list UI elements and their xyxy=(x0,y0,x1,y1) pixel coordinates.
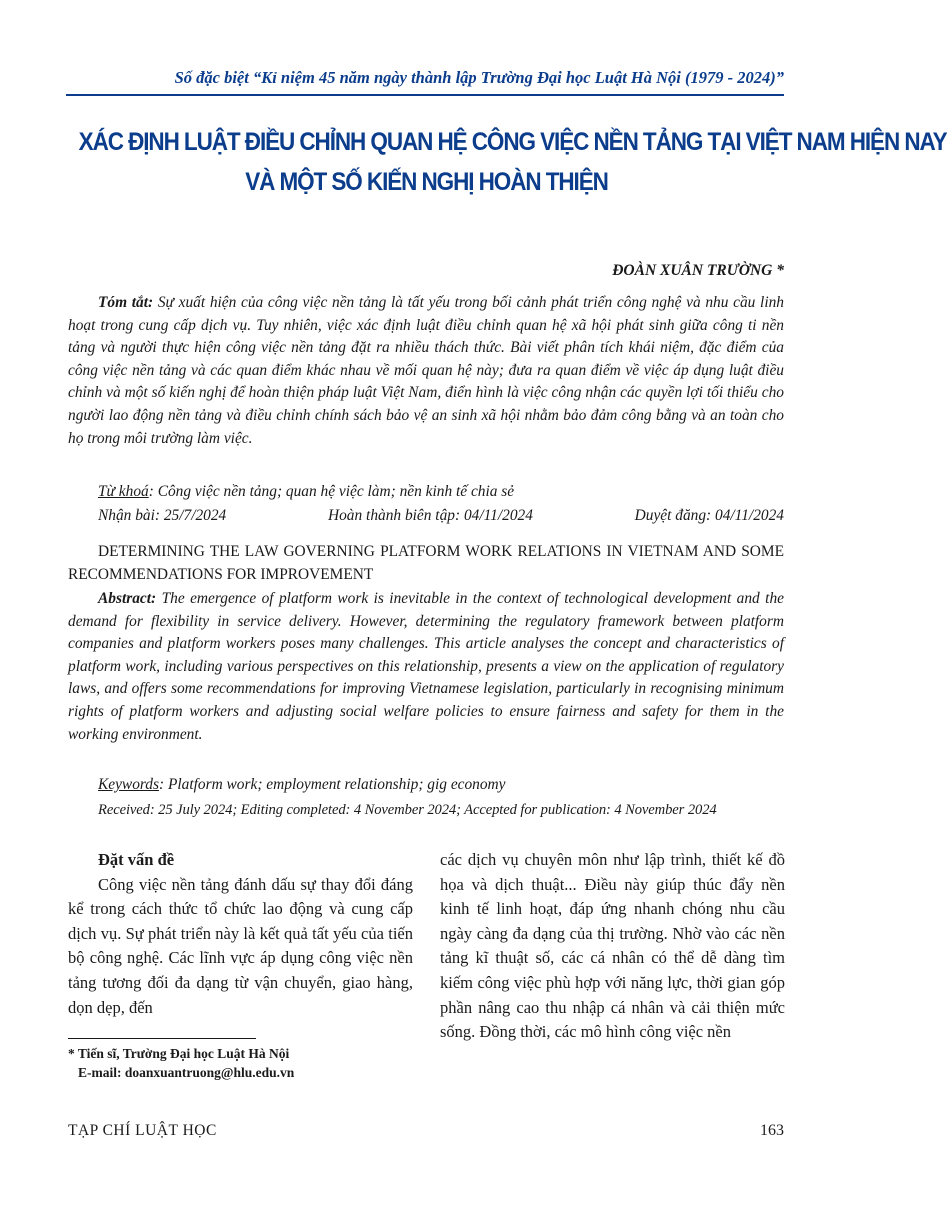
footnote-affiliation: * Tiến sĩ, Trường Đại học Luật Hà Nội xyxy=(68,1046,290,1061)
keywords-vietnamese xyxy=(98,483,514,501)
header-rule xyxy=(66,94,784,96)
date-accepted-vi: Duyệt đăng: 04/11/2024 xyxy=(634,507,784,524)
running-header: Số đặc biệt “Kỉ niệm 45 năm ngày thành lập Trường Đại học Luật Hà Nội (1979 - 2024)” xyxy=(174,68,784,87)
abstract-vietnamese xyxy=(68,292,784,450)
keywords-vi-text: : Công việc nền tảng; quan hệ việc làm; nền kinh tế chia sẻ xyxy=(148,483,515,500)
dates-vietnamese xyxy=(98,507,784,525)
footer-journal-name: TẠP CHÍ LUẬT HỌC xyxy=(68,1122,217,1139)
date-edited-vi: Hoàn thành biên tập: 04/11/2024 xyxy=(328,507,533,524)
footnote xyxy=(68,1044,294,1082)
keywords-en-text: : Platform work; employment relationship; gig economy xyxy=(159,776,506,793)
author-name: ĐOÀN XUÂN TRƯỜNG * xyxy=(612,262,784,279)
article-title-line-2: VÀ MỘT SỐ KIẾN NGHỊ HOÀN THIỆN xyxy=(245,168,608,196)
page-number: 163 xyxy=(760,1122,784,1139)
dates-english: Received: 25 July 2024; Editing completed: 4 November 2024; Accepted for publication: 4 November 2024 xyxy=(98,802,717,818)
abstract-vi-label: Tóm tắt: xyxy=(98,294,154,311)
section-heading: Đặt vấn đề xyxy=(98,850,175,869)
body-column-right xyxy=(440,848,785,1045)
english-title-text: DETERMINING THE LAW GOVERNING PLATFORM WORK RELATIONS IN VIETNAM AND SOME RECOMMENDATIONS FOR IMPROVEMENT xyxy=(68,543,784,583)
english-title xyxy=(68,540,784,586)
article-title xyxy=(78,122,947,202)
footnote-email: E-mail: doanxuantruong@hlu.edu.vn xyxy=(78,1065,295,1080)
abstract-english xyxy=(68,588,784,746)
keywords-en-label: Keywords xyxy=(98,776,159,793)
footnote-rule xyxy=(68,1038,256,1039)
article-title-line-1: XÁC ĐỊNH LUẬT ĐIỀU CHỈNH QUAN HỆ CÔNG VIỆC NỀN TẢNG TẠI VIỆT NAM HIỆN NAY xyxy=(78,128,947,156)
abstract-en-text: The emergence of platform work is inevitable in the context of technological development and the demand for flexibility in service delivery. However, determining the regulatory framework between platform companies and platform workers poses many challenges. This article analyses the concept and characteristics of platform work, including various perspectives on this relationship, presents a view on the application of regulatory laws, and offers some recommendations for improving Vietnamese legislation, particularly in recognising minimum rights of platform workers and adjusting social welfare policies to ensure fairness and safety for them in the working environment. xyxy=(68,590,784,743)
keywords-vi-label: Từ khoá xyxy=(98,483,149,500)
abstract-vi-text: Sự xuất hiện của công việc nền tảng là tất yếu trong bối cảnh phát triển công nghệ và nhu cầu linh hoạt trong cung cấp dịch vụ. Tuy nhiên, việc xác định luật điều chỉnh quan hệ xã hội phát sinh giữa công ti nền tảng và người thực hiện công việc nền tảng đặt ra nhiều thách thức. Bài viết phân tích khái niệm, đặc điểm của công việc nền tảng và các quan điểm khác nhau về mối quan hệ này; đưa ra quan điểm về việc áp dụng luật điều chỉnh và một số kiến nghị để hoàn thiện pháp luật Việt Nam, điển hình là việc công nhận các quyền lợi tối thiểu cho người lao động nền tảng và điều chỉnh chính sách bảo vệ an sinh xã hội nhằm bảo đảm công bằng và an toàn cho họ trong môi trường làm việc. xyxy=(68,294,784,447)
abstract-en-label: Abstract: xyxy=(98,590,157,607)
date-received-vi: Nhận bài: 25/7/2024 xyxy=(98,507,227,524)
body-right-text: các dịch vụ chuyên môn như lập trình, thiết kế đồ họa và dịch thuật... Điều này giúp thúc đẩy nền kinh tế linh hoạt, đáp ứng nhanh chóng nhu cầu ngày càng đa dạng của thị trường. Nhờ vào các nền tảng kĩ thuật số, các cá nhân có thể dễ dàng tìm kiếm công việc phù hợp với năng lực, thời gian góp phần nâng cao thu nhập cá nhân và cải thiện mức sống. Đồng thời, các mô hình công việc nền xyxy=(440,850,785,1042)
body-column-left xyxy=(68,848,413,1020)
body-left-text: Công việc nền tảng đánh dấu sự thay đổi đáng kể trong cách thức tổ chức lao động và cung cấp dịch vụ. Sự phát triển này là kết quả tất yếu của tiến bộ công nghệ. Các lĩnh vực áp dụng công việc nền tảng tương đối đa dạng từ vận chuyển, giao hàng, dọn dẹp, đến xyxy=(68,874,413,1017)
keywords-english xyxy=(98,776,506,794)
